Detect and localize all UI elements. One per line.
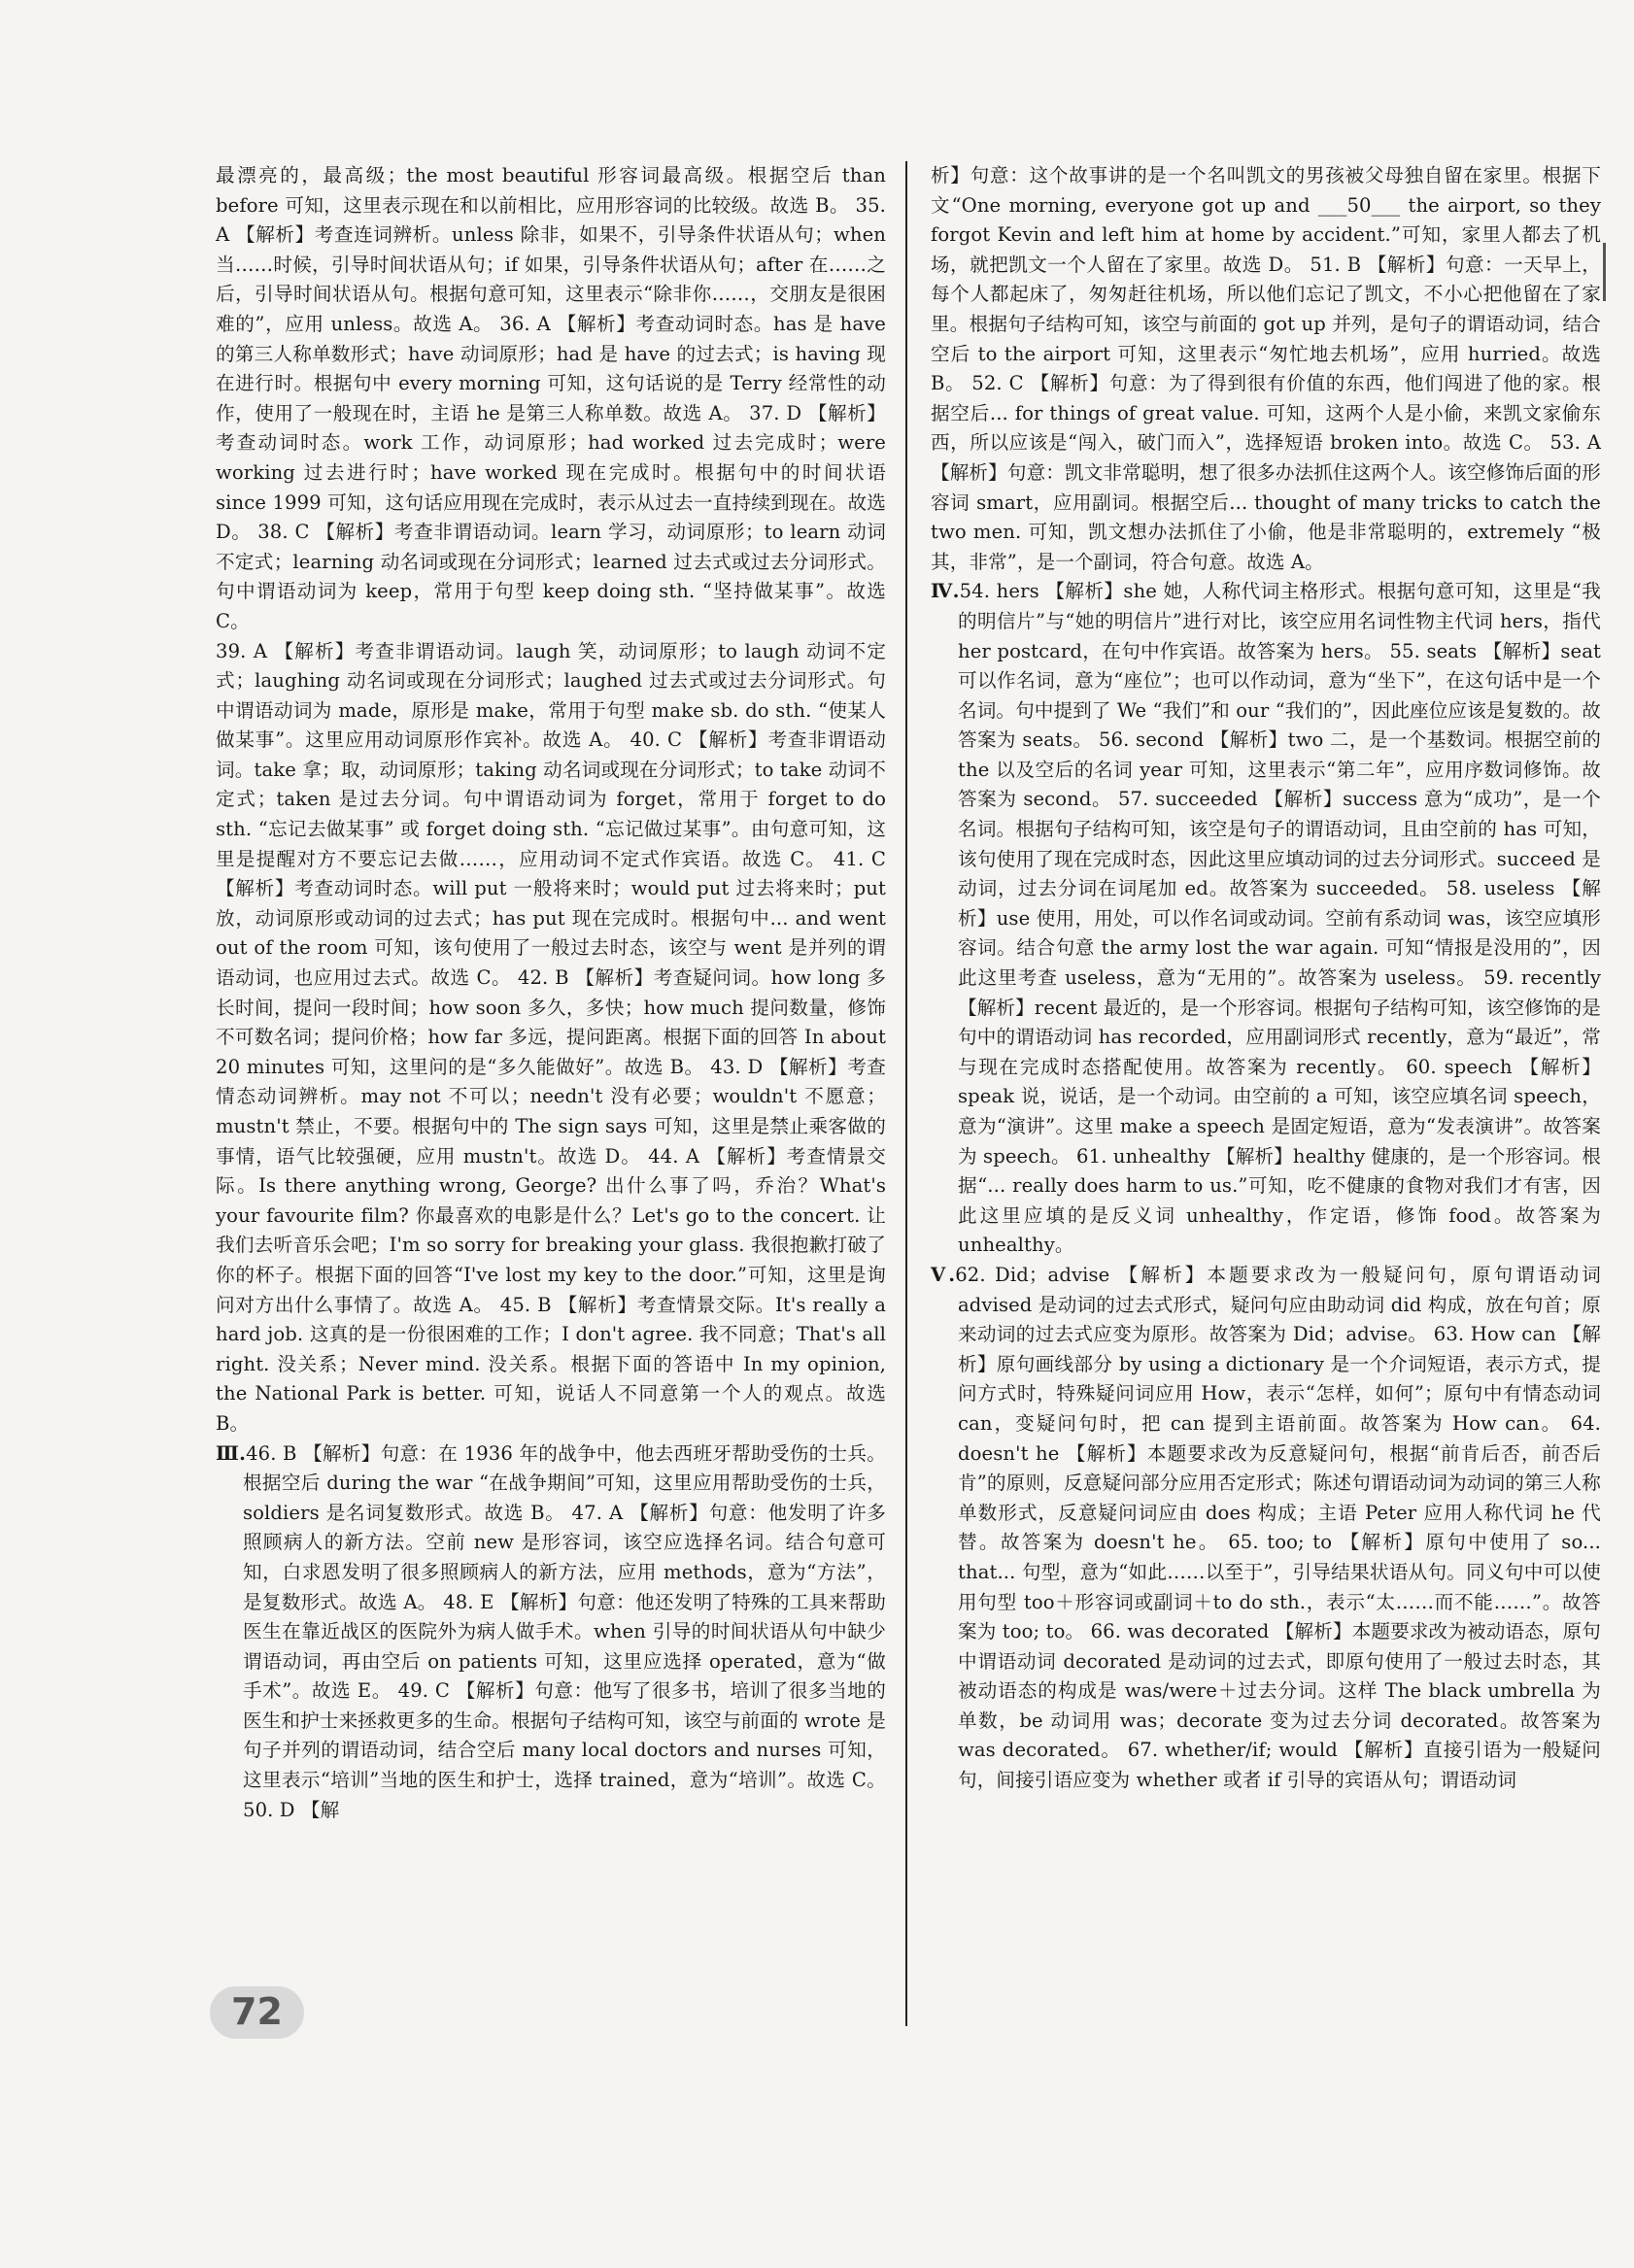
left-block-2: 39. A 【解析】考查非谓语动词。laugh 笑，动词原形；to laugh 动词不定式；laughing 动名词或现在分词形式；laughed 过去式或过去分词形式。句中谓语动词为 made，原形是 make，常用于句型 make sb. do sth. “使某人做某事”。这里应用动词原形作宾补。故选 A。 40. C 【解析】考查非谓语动词。take 拿；取，动词原形；taking 动名词或现在分词形式；to take 动词不定式；taken 是过去分词。句中谓语动词为 forget，常用于 forget to do sth. “忘记去做某事” 或 forget doing sth. “忘记做过某事”。由句意可知，这里是提醒对方不要忘记去做……，应用动词不定式作宾语。故选 C。 41. C 【解析】考查动词时态。will put 一般将来时；would put 过去将来时；put 放，动词原形或动词的过去式；has put 现在完成时。根据句中... and went out of the room 可知，该句使用了一般过去时态，该空与 went 是并列的谓语动词，也应用过去式。故选 C。 42. B 【解析】考查疑问词。how long 多长时间，提问一段时间；how soon 多久，多快；how much 提问数量，修饰不可数名词；提问价格；how far 多远，提问距离。根据下面的回答 In about 20 minutes 可知，这里问的是“多久能做好”。故选 B。 43. D 【解析】考查情态动词辨析。may not 不可以；needn't 没有必要；wouldn't 不愿意；mustn't 禁止，不要。根据句中的 The sign says 可知，这里是禁止乘客做的事情，语气比较强硬，应用 mustn't。故选 D。 44. A 【解析】考查情景交际。Is there anything wrong, George? 出什么事了吗，乔治？What's your favourite film? 你最喜欢的电影是什么？Let's go to the concert. 让我们去听音乐会吧；I'm so sorry for breaking your glass. 我很抱歉打破了你的杯子。根据下面的回答“I've lost my key to the door.”可知，这里是询问对方出什么事情了。故选 A。 45. B 【解析】考查情景交际。It's really a hard job. 这真的是一份很困难的工作；I don't agree. 我不同意；That's all right. 没关系；Never mind. 没关系。根据下面的答语中 In my opinion, the National Park is better. 可知，说话人不同意第一个人的观点。故选 B。 bbox=[216, 639, 886, 1435]
left-column bbox=[216, 161, 886, 1825]
right-block-1: 析】句意：这个故事讲的是一个名叫凯文的男孩被父母独自留在家里。根据下文“One morning, everyone got up and ___50___ the airport, so they forgot Kevin and left him at home by accident.”可知，家里人都去了机场，就把凯文一个人留在了家里。故选 D。 51. B 【解析】句意：一天早上，每个人都起床了，匆匆赶往机场，所以他们忘记了凯文，不小心把他留在了家里。根据句子结构可知，该空与前面的 got up 并列，是句子的谓语动词，结合空后 to the airport 可知，这里表示“匆忙地去机场”，应用 hurried。故选 B。 52. C 【解析】句意：为了得到很有价值的东西，他们闯进了他的家。根据空后... for things of great value. 可知，这两个人是小偷，来凯文家偷东西，所以应该是“闯入，破门而入”，选择短语 broken into。故选 C。 53. A 【解析】句意：凯文非常聪明，想了很多办法抓住这两个人。该空修饰后面的形容词 smart，应用副词。根据空后... thought of many tricks to catch the two men. 可知，凯文想办法抓住了小偷，他是非常聪明的，extremely “极其，非常”，是一个副词，符合句意。故选 A。 bbox=[931, 164, 1601, 573]
section-label: Ⅳ. bbox=[931, 580, 960, 603]
left-block-1: 最漂亮的，最高级；the most beautiful 形容词最高级。根据空后 than before 可知，这里表示现在和以前相比，应用形容词的比较级。故选 B。 35. A 【解析】考查连词辨析。unless 除非，如果不，引导条件状语从句；when 当……时候，引导时间状语从句；if 如果，引导条件状语从句；after 在……之后，引导时间状语从句。根据句意可知，这里表示“除非你……，交朋友是很困难的”，应用 unless。故选 A。 36. A 【解析】考查动词时态。has 是 have 的第三人称单数形式；have 动词原形；had 是 have 的过去式；is having 现在进行时。根据句中 every morning 可知，这句话说的是 Terry 经常性的动作，使用了一般现在时，主语 he 是第三人称单数。故选 A。 37. D 【解析】考查动词时态。work 工作，动词原形；had worked 过去完成时；were working 过去进行时；have worked 现在完成时。根据句中的时间状语 since 1999 可知，这句话应用现在完成时，表示从过去一直持续到现在。故选 D。 38. C 【解析】考查非谓语动词。learn 学习，动词原形；to learn 动词不定式；learning 动名词或现在分词形式；learned 过去式或过去分词形式。句中谓语动词为 keep，常用于句型 keep doing sth. “坚持做某事”。故选 C。 bbox=[216, 164, 886, 632]
right-column bbox=[931, 161, 1601, 1796]
column-divider bbox=[905, 161, 907, 2026]
section-label: Ⅲ. bbox=[216, 1441, 247, 1465]
edge-mark bbox=[1603, 243, 1606, 301]
section-3-answers: Ⅲ.46. B 【解析】句意：在 1936 年的战争中，他去西班牙帮助受伤的士兵。根据空后 during the war “在战争期间”可知，这里应用帮助受伤的士兵，soldiers 是名词复数形式。故选 B。 47. A 【解析】句意：他发明了许多照顾病人的新方法。空前 new 是形容词，该空应选择名词。结合句意可知，白求恩发明了很多照顾病人的新方法，应用 methods，意为“方法”，是复数形式。故选 A。 48. E 【解析】句意：他还发明了特殊的工具来帮助医生在靠近战区的医院外为病人做手术。when 引导的时间状语从句中缺少谓语动词，再由空后 on patients 可知，这里应选择 operated，意为“做手术”。故选 E。 49. C 【解析】句意：他写了很多书，培训了很多当地的医生和护士来拯救更多的生命。根据句子结构可知，该空与前面的 wrote 是句子并列的谓语动词，结合空后 many local doctors and nurses 可知，这里表示“培训”当地的医生和护士，选择 trained，意为“培训”。故选 C。 50. D 【解 bbox=[216, 1441, 886, 1821]
section-label: Ⅴ. bbox=[931, 1263, 956, 1286]
section-5-answers: Ⅴ.62. Did；advise 【解析】本题要求改为一般疑问句，原句谓语动词 advised 是动词的过去式形式，疑问句应由助动词 did 构成，放在句首；原来动词的过去式应变为原形。故答案为 Did；advise。 63. How can 【解析】原句画线部分 by using a dictionary 是一个介词短语，表示方式，提问方式时，特殊疑问词应用 How，表示“怎样，如何”；原句中有情态动词 can，变疑问句时，把 can 提到主语前面。故答案为 How can。 64. doesn't he 【解析】本题要求改为反意疑问句，根据“前肯后否，前否后肯”的原则，反意疑问部分应用否定形式；陈述句谓语动词为动词的第三人称单数形式，反意疑问词应由 does 构成；主语 Peter 应用人称代词 he 代替。故答案为 doesn't he。 65. too; to 【解析】原句中使用了 so... that... 句型，意为“如此……以至于”，引导结果状语从句。同义句中可以使用句型 too＋形容词或副词＋to do sth.，表示“太……而不能……”。故答案为 too; to。 66. was decorated 【解析】本题要求改为被动语态，原句中谓语动词 decorated 是动词的过去式，即原句使用了一般过去时态，其被动语态的构成是 was/were＋过去分词。这样 The black umbrella 为单数，be 动词用 was；decorate 变为过去分词 decorated。故答案为 was decorated。 67. whether/if; would 【解析】直接引语为一般疑问句，间接引语应变为 whether 或者 if 引导的宾语从句；谓语动词 bbox=[931, 1263, 1601, 1792]
page-number: 72 bbox=[210, 1986, 304, 2039]
section-4-answers: Ⅳ.54. hers 【解析】she 她，人称代词主格形式。根据句意可知，这里是“我的明信片”与“她的明信片”进行对比，该空应用名词性物主代词 hers，指代 her postcard，在句中作宾语。故答案为 hers。 55. seats 【解析】seat 可以作名词，意为“座位”；也可以作动词，意为“坐下”，在这句话中是一个名词。句中提到了 We “我们”和 our “我们的”，因此座位应该是复数的。故答案为 seats。 56. second 【解析】two 二，是一个基数词。根据空前的 the 以及空后的名词 year 可知，这里表示“第二年”，应用序数词修饰。故答案为 second。 57. succeeded 【解析】success 意为“成功”，是一个名词。根据句子结构可知，该空是句子的谓语动词，且由空前的 has 可知，该句使用了现在完成时态，因此这里应填动词的过去分词形式。succeed 是动词，过去分词在词尾加 ed。故答案为 succeeded。 58. useless 【解析】use 使用，用处，可以作名词或动词。空前有系动词 was，该空应填形容词。结合句意 the army lost the war again. 可知“情报是没用的”，因此这里考查 useless，意为“无用的”。故答案为 useless。 59. recently 【解析】recent 最近的，是一个形容词。根据句子结构可知，该空修饰的是句中的谓语动词 has recorded，应用副词形式 recently，意为“最近”，常与现在完成时态搭配使用。故答案为 recently。 60. speech 【解析】speak 说，说话，是一个动词。由空前的 a 可知，该空应填名词 speech，意为“演讲”。这里 make a speech 是固定短语，意为“发表演讲”。故答案为 speech。 61. unhealthy 【解析】healthy 健康的，是一个形容词。根据“... really does harm to us.”可知，吃不健康的食物对我们才有害，因此这里应填的是反义词 unhealthy，作定语，修饰 food。故答案为 unhealthy。 bbox=[931, 580, 1601, 1257]
